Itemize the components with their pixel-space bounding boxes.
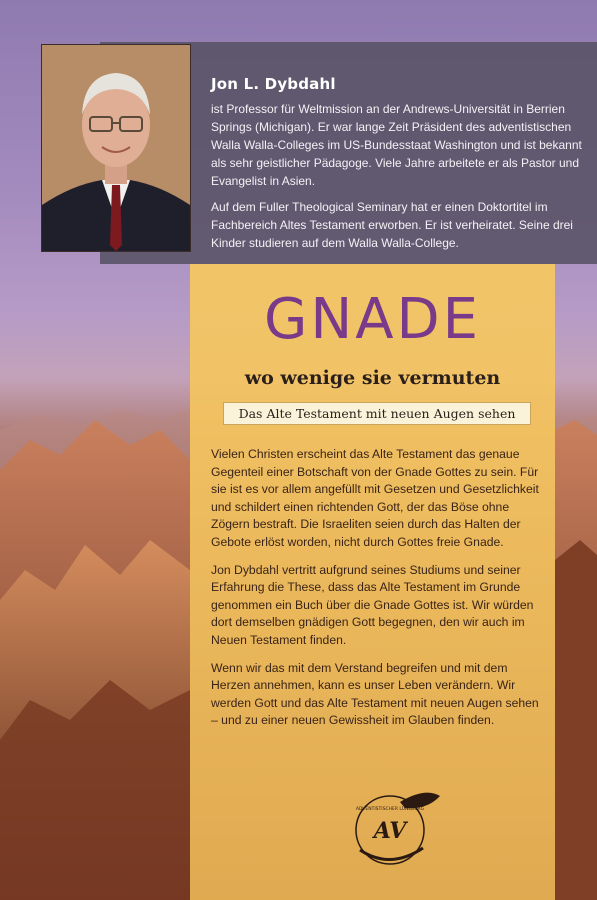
author-bio-paragraph: Auf dem Fuller Theological Seminary hat er einen Doktortitel im Fachbereich Altes Testament erworben. Er ist verheiratet. Seine drei Kinder studieren auf dem Walla Walla-College. (211, 200, 573, 250)
blurb-paragraph: Jon Dybdahl vertritt aufgrund seines Studiums und seiner Erfahrung die These, dass das Alte Testament im Grunde genommen ein Buch über die Gnade Gottes ist. Wir würden dort demselben gnädigen Gott begegnen, den wir auch im Neuen Testament finden. (211, 562, 534, 647)
author-bio-paragraph: ist Professor für Weltmission an der Andrews-Universität in Berrien Springs (Michigan). Er war lange Zeit Präsident des adventistischen Walla Walla-Colleges im US-Bundesstaat Washington und ist bekannt als sehr geistlicher Pädagoge. Viele Jahre arbeitete er als Pastor und Evangelist in Asien. (211, 102, 582, 188)
author-portrait (41, 44, 191, 252)
publisher-arc-text: ADVENTISTISCHER LÜNEBURG (355, 807, 425, 812)
book-tagline: Das Alte Testament mit neuen Augen sehen (223, 402, 531, 425)
book-blurb (211, 446, 543, 740)
author-bio (211, 100, 587, 260)
book-subtitle: wo wenige sie vermuten (244, 367, 501, 389)
publisher-logo (345, 782, 445, 872)
publisher-logo-text: AV (373, 818, 407, 844)
author-portrait-illustration (42, 45, 190, 251)
blurb-paragraph: Wenn wir das mit dem Verstand begreifen und mit dem Herzen annehmen, kann es unser Leben verändern. Wir werden Gott und das Alte Testament mit neuen Augen sehen – und zu einer neuen Gewissheit im Glauben finden. (211, 660, 539, 728)
author-name: Jon L. Dybdahl (211, 75, 336, 93)
blurb-paragraph: Vielen Christen erscheint das Alte Testament das genaue Gegenteil einer Botschaft von der Gnade Gottes zu sein. Für sie ist es vor allem angefüllt mit Gesetzen und Gesetzlichkeit und schildert einen richtenden Gott, der das Böse ohne Zögern bestraft. Die Israeliten seien durch das Halten der Gebote erlöst worden, nicht durch Gottes freie Gnade. (211, 447, 539, 549)
book-title: GNADE (263, 287, 482, 352)
